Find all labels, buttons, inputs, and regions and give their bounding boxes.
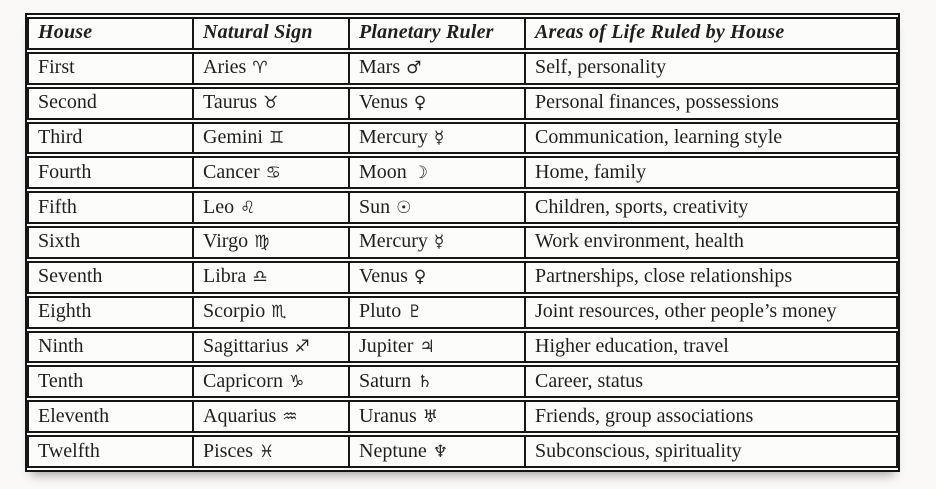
pluto-icon: ♇ <box>407 302 423 323</box>
areas-cell: Personal finances, possessions <box>526 87 898 120</box>
cancer-icon: ♋ <box>265 162 281 183</box>
ruler-cell <box>350 435 526 468</box>
areas-cell: Joint resources, other people’s money <box>526 296 898 329</box>
sun-icon: ☉ <box>396 197 412 218</box>
ruler-cell <box>350 296 526 329</box>
mercury-icon: ☿ <box>433 127 445 148</box>
sign-cell <box>194 52 350 85</box>
table-row <box>27 52 898 85</box>
sign-name: Leo <box>203 195 235 218</box>
uranus-icon: ♅ <box>422 406 439 427</box>
ruler-name: Uranus <box>359 404 417 427</box>
table-row <box>27 296 898 329</box>
sign-cell <box>194 156 350 189</box>
mars-icon: ♂ <box>406 58 422 79</box>
house-cell: Third <box>27 122 194 155</box>
libra-icon: ♎ <box>252 267 268 288</box>
sign-cell <box>194 365 350 398</box>
ruler-cell <box>350 365 526 398</box>
house-cell: Second <box>27 87 194 120</box>
table-row <box>27 261 898 294</box>
column-header-areas: Areas of Life Ruled by House <box>526 17 898 50</box>
ruler-cell <box>350 52 526 85</box>
sign-cell <box>194 122 350 155</box>
sign-name: Pisces <box>203 439 253 462</box>
sign-cell <box>194 226 350 259</box>
aquarius-icon: ♒ <box>282 406 298 427</box>
sagittarius-icon: ♐ <box>294 337 310 358</box>
house-cell: Fifth <box>27 191 194 224</box>
areas-cell: Children, sports, creativity <box>526 191 898 224</box>
table-row <box>27 122 898 155</box>
table-row <box>27 331 898 364</box>
house-cell: Eighth <box>27 296 194 329</box>
house-cell: Seventh <box>27 261 194 294</box>
ruler-cell <box>350 331 526 364</box>
sign-name: Gemini <box>203 125 263 148</box>
areas-cell: Home, family <box>526 156 898 189</box>
table-row <box>27 87 898 120</box>
areas-cell: Self, personality <box>526 52 898 85</box>
ruler-cell <box>350 87 526 120</box>
sign-name: Sagittarius <box>203 335 289 358</box>
table-header-row <box>27 17 898 50</box>
areas-cell: Subconscious, spirituality <box>526 435 898 468</box>
venus-icon: ♀ <box>413 93 427 114</box>
areas-cell: Higher education, travel <box>526 331 898 364</box>
house-cell: Eleventh <box>27 400 194 433</box>
ruler-name: Sun <box>359 195 391 218</box>
sign-cell <box>194 296 350 329</box>
sign-name: Libra <box>203 265 247 288</box>
areas-cell: Partnerships, close relationships <box>526 261 898 294</box>
table-row <box>27 365 898 398</box>
table-row <box>27 435 898 468</box>
areas-cell: Friends, group associations <box>526 400 898 433</box>
ruler-name: Mercury <box>359 230 428 253</box>
leo-icon: ♌ <box>240 197 256 218</box>
ruler-name: Mercury <box>359 125 428 148</box>
column-header-house: House <box>27 17 194 50</box>
areas-cell: Career, status <box>526 365 898 398</box>
capricorn-icon: ♑ <box>288 371 305 392</box>
astrology-houses-table <box>25 13 900 472</box>
ruler-name: Pluto <box>359 300 402 323</box>
sign-cell <box>194 191 350 224</box>
column-header-planetary-ruler: Planetary Ruler <box>350 17 526 50</box>
table-row <box>27 156 898 189</box>
sign-cell <box>194 435 350 468</box>
areas-cell: Communication, learning style <box>526 122 898 155</box>
pisces-icon: ♓ <box>259 441 275 462</box>
house-cell: Tenth <box>27 365 194 398</box>
ruler-cell <box>350 400 526 433</box>
venus-icon: ♀ <box>413 267 427 288</box>
ruler-name: Venus <box>359 91 408 114</box>
ruler-name: Moon <box>359 160 407 183</box>
ruler-name: Saturn <box>359 369 412 392</box>
sign-name: Taurus <box>203 91 258 114</box>
house-cell: Fourth <box>27 156 194 189</box>
saturn-icon: ♄ <box>417 371 433 392</box>
moon-icon: ☽ <box>412 162 429 183</box>
ruler-cell <box>350 226 526 259</box>
table-row <box>27 400 898 433</box>
house-cell: First <box>27 52 194 85</box>
aries-icon: ♈ <box>252 58 268 79</box>
sign-cell <box>194 87 350 120</box>
sign-cell <box>194 400 350 433</box>
scorpio-icon: ♏ <box>271 302 287 323</box>
sign-name: Aquarius <box>203 404 277 427</box>
sign-name: Cancer <box>203 160 260 183</box>
house-cell: Ninth <box>27 331 194 364</box>
ruler-name: Neptune <box>359 439 427 462</box>
sign-name: Aries <box>203 56 247 79</box>
column-header-natural-sign: Natural Sign <box>194 17 350 50</box>
houses-table <box>27 15 898 470</box>
table-row <box>27 226 898 259</box>
sign-name: Virgo <box>203 230 249 253</box>
neptune-icon: ♆ <box>432 441 449 462</box>
ruler-name: Venus <box>359 265 408 288</box>
sign-cell <box>194 261 350 294</box>
ruler-cell <box>350 191 526 224</box>
sign-name: Scorpio <box>203 300 266 323</box>
ruler-cell <box>350 122 526 155</box>
sign-cell <box>194 331 350 364</box>
mercury-icon: ☿ <box>433 232 445 253</box>
table-row <box>27 191 898 224</box>
gemini-icon: ♊ <box>269 127 285 148</box>
house-cell: Twelfth <box>27 435 194 468</box>
taurus-icon: ♉ <box>263 93 279 114</box>
sign-name: Capricorn <box>203 369 283 392</box>
house-cell: Sixth <box>27 226 194 259</box>
areas-cell: Work environment, health <box>526 226 898 259</box>
ruler-name: Jupiter <box>359 335 414 358</box>
ruler-name: Mars <box>359 56 401 79</box>
ruler-cell <box>350 261 526 294</box>
jupiter-icon: ♃ <box>419 337 435 358</box>
ruler-cell <box>350 156 526 189</box>
virgo-icon: ♍ <box>254 232 270 253</box>
